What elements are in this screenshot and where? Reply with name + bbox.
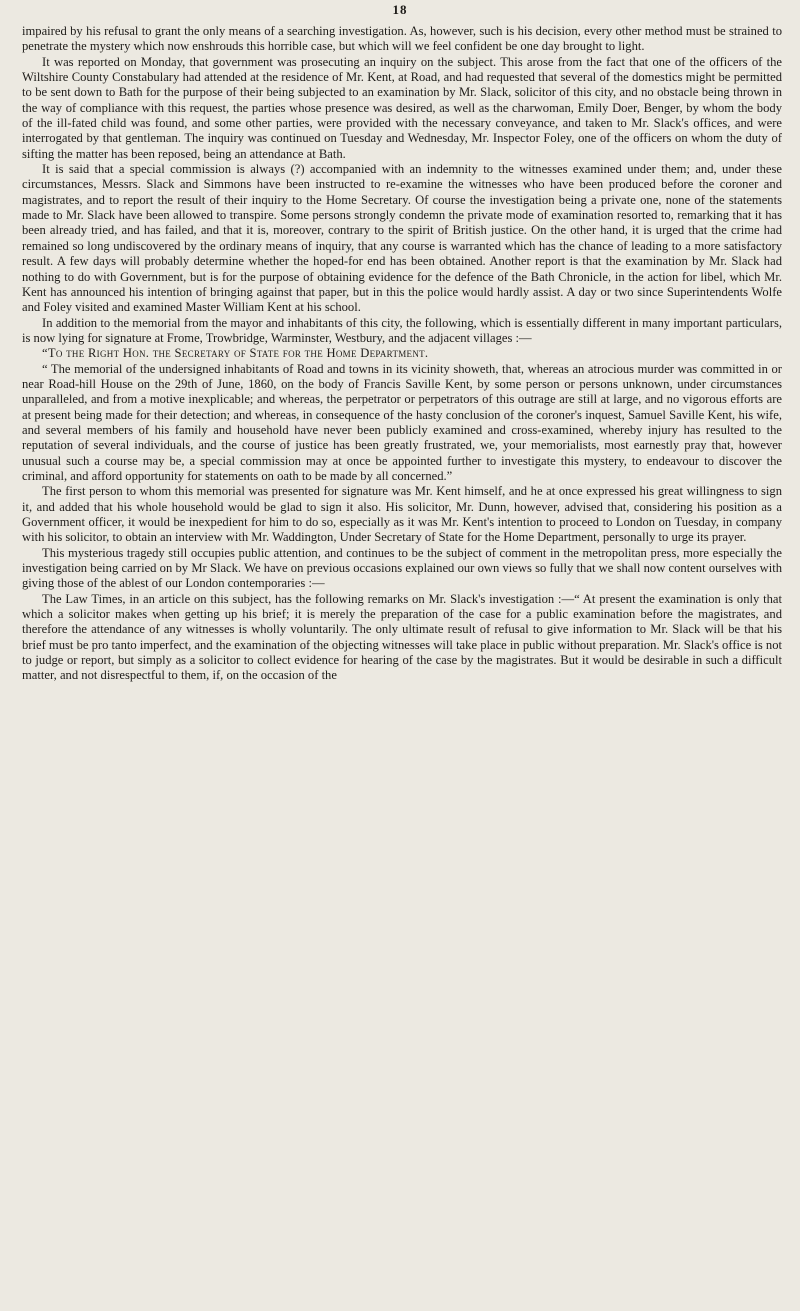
page-number: 18 — [392, 2, 408, 17]
paragraph-memorial-intro: In addition to the memorial from the mayor and inhabitants of this city, the following, which is essentially different in many important particulars, is now lying for signature at Frome, Trowbridge, Warminster, Westbury, and the adjacent villages :— — [22, 315, 782, 345]
paragraph-special-commission: It is said that a special commission is always (?) accompanied with an indemnity to the witnesses examined under them; and, under these circumstances, Messrs. Slack and Simmons have been instructed to re-examine the witnesses who have been produced before the coroner and magistrates, and to report the result of their inquiry to the Home Secretary. Of course the investigation being a private one, none of the statements made to Mr. Slack have been allowed to transpire. Some persons strongly condemn the private mode of examination resorted to, remarking that it has been already tried, and has failed, and that it is, moreover, contrary to the spirit of British justice. On the other hand, it is urged that the crime had remained so long undiscovered by the ordinary means of inquiry, that any course is warranted which has the chance of leading to a more satisfactory result. A few days will probably determine whether the hoped-for end has been obtained. Another report is that the examination by Mr. Slack had nothing to do with Government, but is for the purpose of obtaining evidence for the defence of the Bath Chronicle, in the action for libel, which Mr. Kent has announced his intention of bringing against that paper, but in this the police would hardly assist. A day or two since Superintendents Wolfe and Foley visited and examined Master William Kent at his school. — [22, 162, 782, 315]
paragraph-mr-kent-signature: The first person to whom this memorial was presented for signature was Mr. Kent himself, and he at once expressed his great willingness to sign it, and added that his whole household would be glad to sign it also. His solicitor, Mr. Dunn, however, advised that, considering his position as a Government officer, it would be inexpedient for him to do so, especially as it was Mr. Kent's intention to proceed to London on Tuesday, in company with his solicitor, to obtain an interview with Mr. Waddington, Under Secretary of State for the Home Department, personally to urge its prayer. — [22, 484, 782, 545]
article-body — [22, 24, 782, 684]
paragraph-law-times: The Law Times, in an article on this subject, has the following remarks on Mr. Slack's investigation :—“ At present the examination is only that which a solicitor makes when getting up his brief; it is merely the preparation of the case for a public examination before the magistrates, and therefore the attendance of any witnesses is wholly voluntarily. The only ultimate result of refusal to give information to Mr. Slack will be that his brief must be pro tanto imperfect, and the examination of the objecting witnesses will take place in public without preparation. Mr. Slack's office is not to judge or report, but simply as a solicitor to collect evidence for hearing of the case by the magistrates. But it would be desirable in such a difficult matter, and not disrespectful to them, if, on the occasion of the — [22, 591, 782, 683]
paragraph-government-inquiry: It was reported on Monday, that government was prosecuting an inquiry on the subject. This arose from the fact that one of the officers of the Wiltshire County Constabulary had attended at the residence of Mr. Kent, at Road, and had requested that several of the domestics might be permitted to be sent down to Bath for the purpose of their being subjected to an examination by Mr. Slack, solicitor of this city, and no obstacle being thrown in the way of compliance with this request, the parties whose presence was desired, as well as the charwoman, Emily Doer, Benger, by whom the body of the ill-fated child was found, and some other parties, were provided with the necessary conveyance, and taken to Mr. Slack's offices, and were interrogated by that gentleman. The inquiry was continued on Tuesday and Wednesday, Mr. Inspector Foley, one of the officers on whom the duty of sifting the matter has been reposed, being an attendance at Bath. — [22, 54, 782, 161]
paragraph-memorial-text: “ The memorial of the undersigned inhabitants of Road and towns in its vicinity showeth, that, whereas an atrocious murder was committed in or near Road-hill House on the 29th of June, 1860, on the body of Francis Saville Kent, by some person or persons unknown, under circumstances unparalleled, and from a motive inexplicable; and whereas, the perpetrator or perpetrators of this outrage are still at large, and no vigorous efforts are at present being made for their detection; and whereas, in consequence of the hasty conclusion of the coroner's inquest, Samuel Saville Kent, his wife, and several members of his family and household have never been publicly examined and cross-examined, whereby injury has resulted to the reputation of several individuals, and the course of justice has been greatly frustrated, we, your memorialists, most earnestly pray that, however unusual such a course may be, a special commission may at once be appointed further to investigate this mystery, to endeavour to discover the criminal, and afford opportunity for statements on oath to be made by all concerned.” — [22, 361, 782, 483]
paragraph-public-attention: This mysterious tragedy still occupies public attention, and continues to be the subject of comment in the metropolitan press, more especially the investigation being carried on by Mr Slack. We have on previous occasions explained our own views so fully that we shall now content ourselves with giving those of the ablest of our London contemporaries :— — [22, 545, 782, 591]
paragraph-continued: impaired by his refusal to grant the only means of a searching investigation. As, however, such is his decision, every other method must be strained to penetrate the mystery which now enshrouds this horrible case, but which will we feel confident be one day brought to light. — [22, 24, 782, 54]
memorial-heading: “To the Right Hon. the Secretary of State for the Home Department. — [42, 346, 429, 361]
